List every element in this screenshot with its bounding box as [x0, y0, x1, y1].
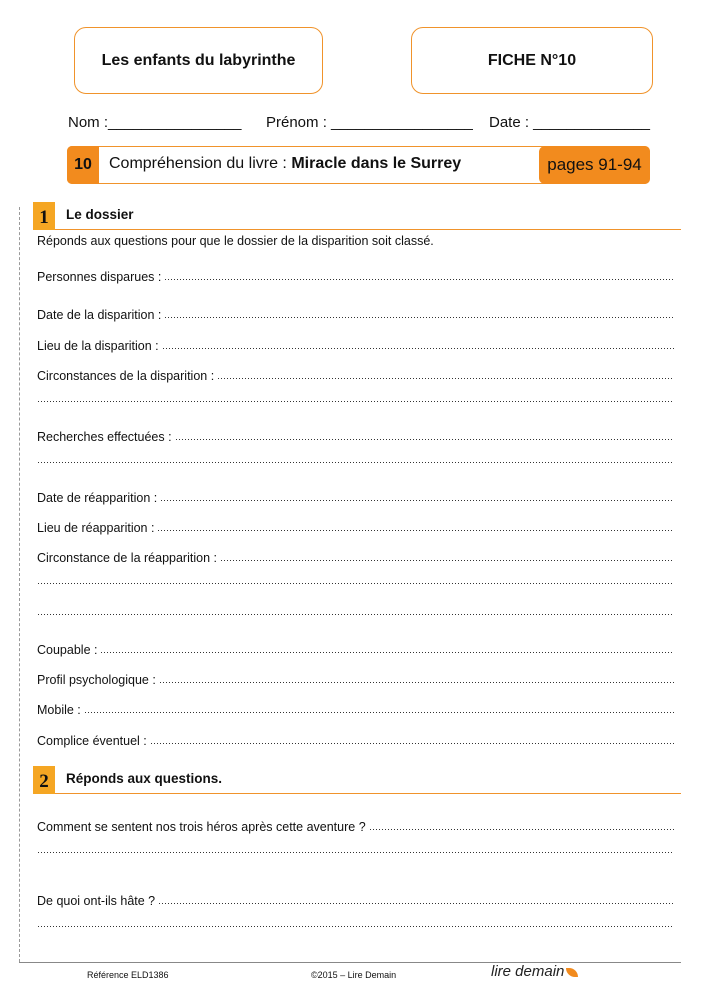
field-label: Lieu de la disparition : [37, 339, 159, 353]
field-row [37, 461, 674, 467]
field-answer-line[interactable] [37, 461, 674, 464]
field-label: Recherches effectuées : [37, 430, 172, 444]
question-answer-line[interactable] [37, 851, 674, 854]
chapter-band-number: 10 [67, 146, 99, 184]
question-answer-line[interactable] [37, 925, 674, 928]
field-label: Complice éventuel : [37, 734, 147, 748]
field-answer-line[interactable] [164, 316, 674, 319]
field-label: Mobile : [37, 703, 81, 717]
section-2-title: Réponds aux questions. [66, 771, 223, 786]
prenom-field[interactable]: Prénom : _________________ [266, 114, 473, 131]
lire-demain-logo [491, 963, 578, 980]
field-label: Date de la disparition : [37, 308, 162, 322]
field-answer-line[interactable] [162, 347, 674, 350]
question-row [37, 820, 674, 834]
field-label: Lieu de réapparition : [37, 521, 155, 535]
chapter-title: Miracle dans le Surrey [291, 155, 462, 172]
field-label: Circonstance de la réapparition : [37, 551, 217, 565]
field-row [37, 339, 674, 353]
field-row [37, 369, 674, 383]
fiche-number: FICHE N°10 [487, 51, 577, 69]
section-2-number: 2 [33, 766, 55, 794]
question-label: De quoi ont-ils hâte ? [37, 894, 156, 908]
field-answer-line[interactable] [164, 278, 674, 281]
field-row [37, 613, 674, 619]
footer-rule [19, 962, 681, 963]
chapter-band [67, 146, 650, 184]
book-title-box [74, 27, 323, 94]
logo-text: lire demain [491, 963, 565, 980]
field-answer-line[interactable] [220, 559, 674, 562]
field-answer-line[interactable] [217, 377, 674, 380]
field-answer-line[interactable] [100, 651, 674, 654]
field-row [37, 734, 674, 748]
field-label: Circonstances de la disparition : [37, 369, 215, 383]
field-answer-line[interactable] [160, 499, 674, 502]
chapter-band-text [109, 155, 461, 173]
field-row [37, 643, 674, 657]
date-field[interactable]: Date : ______________ [489, 114, 650, 131]
field-answer-line[interactable] [150, 742, 674, 745]
field-row [37, 582, 674, 588]
field-row [37, 673, 674, 687]
chapter-band-label: Compréhension du livre : [109, 155, 292, 172]
field-label: Date de réapparition : [37, 491, 158, 505]
field-label: Profil psychologique : [37, 673, 156, 687]
fiche-number-box [411, 27, 653, 94]
chapter-pages-badge: pages 91-94 [539, 146, 650, 184]
section-1-header [33, 202, 681, 230]
section-1-intro: Réponds aux questions pour que le dossier de la disparition soit classé. [37, 234, 434, 248]
field-answer-line[interactable] [175, 438, 674, 441]
field-row [37, 521, 674, 535]
field-answer-line[interactable] [37, 400, 674, 403]
question-row [37, 925, 674, 931]
field-row [37, 400, 674, 406]
field-row [37, 551, 674, 565]
field-answer-line[interactable] [84, 711, 674, 714]
field-label: Coupable : [37, 643, 98, 657]
field-answer-line[interactable] [159, 681, 674, 684]
leaf-icon [566, 968, 578, 977]
question-answer-line[interactable] [369, 828, 674, 831]
section-1-title: Le dossier [66, 207, 134, 222]
field-row [37, 703, 674, 717]
section-2-header [33, 766, 681, 794]
field-row [37, 430, 674, 444]
field-row [37, 270, 674, 284]
question-row [37, 851, 674, 857]
nom-field[interactable]: Nom :________________ [68, 114, 242, 131]
question-row [37, 894, 674, 908]
section-1-number: 1 [33, 202, 55, 230]
book-title: Les enfants du labyrinthe [101, 51, 296, 69]
footer-reference: Référence ELD1386 [87, 970, 169, 980]
field-row [37, 308, 674, 322]
field-answer-line[interactable] [37, 613, 674, 616]
question-answer-line[interactable] [158, 902, 674, 905]
field-answer-line[interactable] [37, 582, 674, 585]
field-row [37, 491, 674, 505]
field-label: Personnes disparues : [37, 270, 162, 284]
footer-copyright: ©2015 – Lire Demain [311, 970, 397, 980]
field-answer-line[interactable] [157, 529, 674, 532]
question-label: Comment se sentent nos trois héros après cette aventure ? [37, 820, 366, 834]
left-margin-rule [19, 207, 20, 962]
